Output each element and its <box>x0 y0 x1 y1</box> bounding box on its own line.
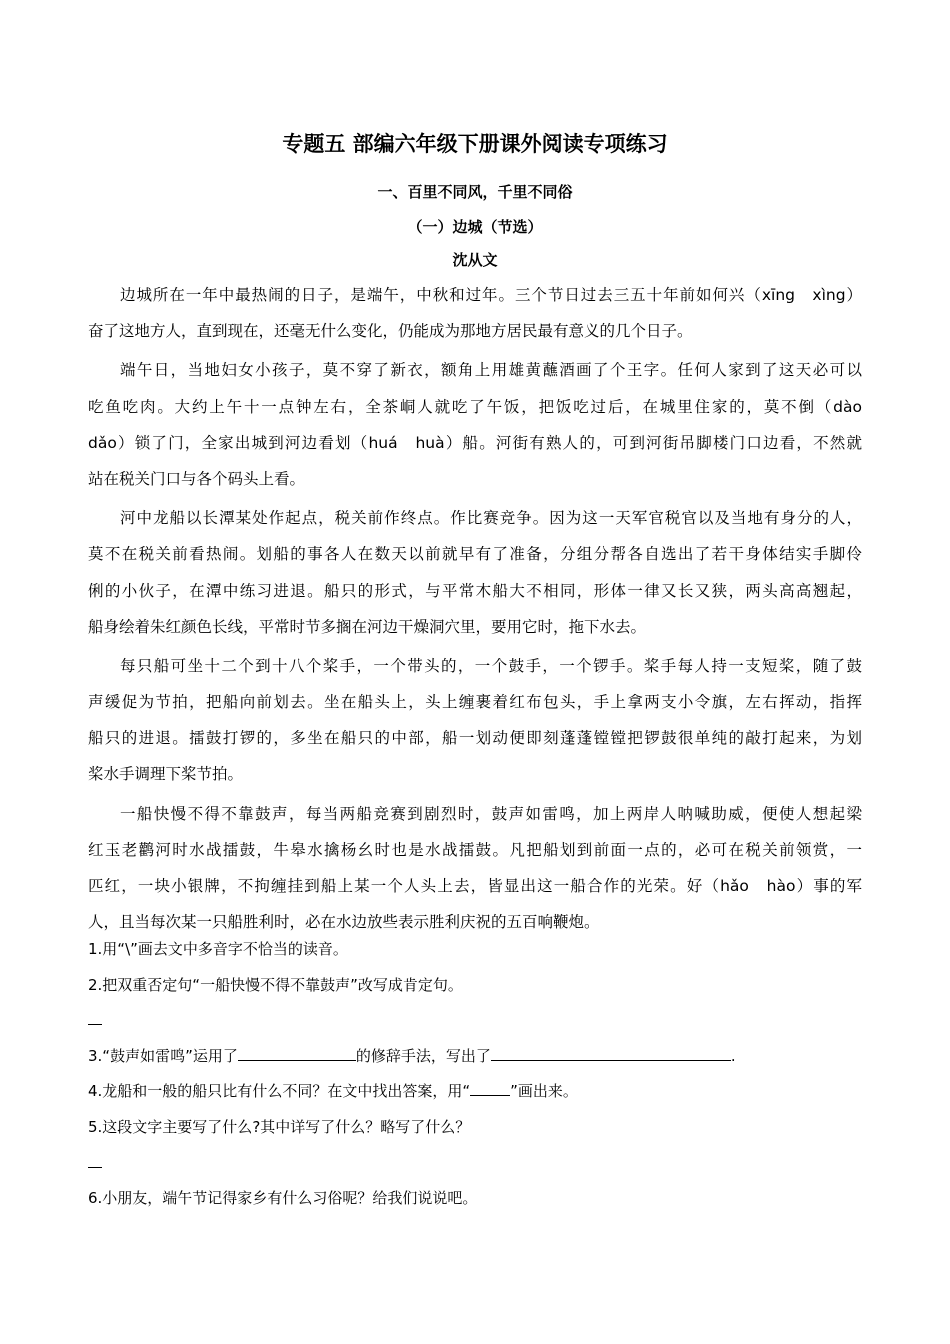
questions <box>88 932 862 1217</box>
question-4-part-2: ”画出来。 <box>510 1082 578 1101</box>
underline-sample <box>470 1079 510 1096</box>
paragraph-line: 奋了这地方人，直到现在，还毫无什么变化，仍能成为那地方居民最有意义的几个日子。 <box>88 322 693 341</box>
paragraph-line: 边城所在一年中最热闹的日子，是端午，中秋和过年。三个节日过去三五十年前如何兴（xīng xìng） <box>120 286 862 304</box>
paragraph-line: 船只的进退。擂鼓打锣的，多坐在船只的中部，船一划动便即刻蓬蓬镗镗把锣鼓很单纯的敲打起来，为划 <box>88 729 862 748</box>
question-5: 5.这段文字主要写了什么?其中详写了什么？略写了什么？ <box>88 1117 471 1136</box>
paragraph-line: 端午日，当地妇女小孩子，莫不穿了新衣，额角上用雄黄蘸酒画了个王字。任何人家到了这天必可以 <box>120 361 862 380</box>
question-3 <box>88 1039 862 1075</box>
question-2: 2.把双重否定句“一船快慢不得不靠鼓声”改写成肯定句。 <box>88 975 463 994</box>
paragraph-line: 桨水手调理下桨节拍。 <box>88 765 244 784</box>
question-1: 1.用“\”画去文中多音字不恰当的读音。 <box>88 940 348 958</box>
passage <box>88 277 862 940</box>
answer-line-5[interactable] <box>88 1146 862 1182</box>
paragraph-line: 船身绘着朱红颜色长线，平常时节多搁在河边干燥洞穴里，要用它时，拖下水去。 <box>88 617 647 636</box>
subsection-heading: （一）边城（节选） <box>407 218 543 236</box>
question-3-part-1: 3.“鼓声如雷鸣”运用了 <box>88 1046 238 1065</box>
answer-line-2[interactable] <box>88 1003 862 1039</box>
paragraph <box>88 352 862 497</box>
paragraph-line: 俐的小伙子，在潭中练习进退。船只的形式，与平常木船大不相同，形体一律又长又狭，两头高高翘起， <box>88 581 862 600</box>
page-title: 专题五 部编六年级下册课外阅读专项练习 <box>282 132 668 156</box>
question-3-end: . <box>730 1046 736 1065</box>
paragraph-line: 声缓促为节拍，把船向前划去。坐在船头上，头上缠裹着红布包头，手上拿两支小令旗，左右挥动，指挥 <box>88 693 862 712</box>
author: 沈从文 <box>452 251 498 269</box>
paragraph <box>88 500 862 645</box>
question-4-part-1: 4.龙船和一般的船只比有什么不同？在文中找出答案，用“ <box>88 1082 471 1101</box>
paragraph-line: 人，且当每次某一只船胜利时，必在水边放些表示胜利庆祝的五百响鞭炮。 <box>88 913 600 932</box>
paragraph-line: 匹红，一块小银牌，不拘缠挂到船上某一个人头上去，皆显出这一船合作的光荣。好（hǎo hào）事的军 <box>88 877 862 895</box>
section-heading: 一、百里不同风，千里不同俗 <box>377 183 573 201</box>
paragraph-line: 红玉老鹳河时水战擂鼓，牛皋水擒杨幺时也是水战擂鼓。凡把船划到前面一点的，必可在税关前领赏，一 <box>88 840 862 859</box>
paragraph-line: 莫不在税关前看热闹。划船的事各人在数天以前就早有了准备，分组分帮各自选出了若干身体结实手脚伶 <box>88 545 862 564</box>
paragraph-line: dǎo）锁了门，全家出城到河边看划（huá huà）船。河街有熟人的，可到河街吊脚楼门口边看，不然就 <box>88 433 862 452</box>
paragraph-line: 站在税关门口与各个码头上看。 <box>88 469 306 488</box>
paragraph-line: 一船快慢不得不靠鼓声，每当两船竞赛到剧烈时，鼓声如雷鸣，加上两岸人呐喊助威，便使人想起梁 <box>120 804 862 823</box>
answer-blank-3a[interactable] <box>238 1044 356 1061</box>
question-3-part-2: 的修辞手法，写出了 <box>355 1046 491 1065</box>
paragraph <box>88 277 862 349</box>
paragraph-line: 每只船可坐十二个到十八个桨手，一个带头的，一个鼓手，一个锣手。桨手每人持一支短桨，随了鼓 <box>120 656 862 675</box>
paragraph-line: 吃鱼吃肉。大约上午十一点钟左右，全茶峒人就吃了午饭，把饭吃过后，在城里住家的，莫不倒（dào <box>88 397 862 416</box>
question-4 <box>88 1074 862 1110</box>
paragraph <box>88 796 862 941</box>
answer-blank-3b[interactable] <box>491 1044 731 1061</box>
paragraph <box>88 648 862 793</box>
question-6: 6.小朋友，端午节记得家乡有什么习俗呢？给我们说说吧。 <box>88 1189 478 1208</box>
paragraph-line: 河中龙船以长潭某处作起点，税关前作终点。作比赛竞争。因为这一天军官税官以及当地有身分的人， <box>120 509 862 528</box>
